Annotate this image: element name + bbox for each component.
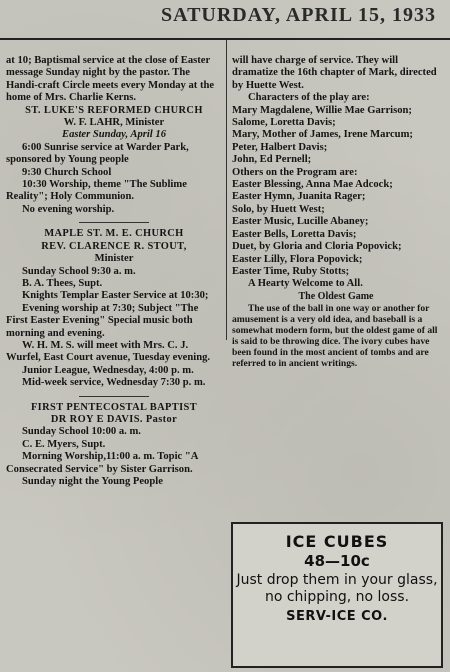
separator-rule xyxy=(79,396,149,397)
cast-line: John, Ed Pernell; xyxy=(232,154,312,166)
cast-line: Solo, by Huett West; xyxy=(232,203,325,215)
maple-st-line: Sunday School 9:30 a. m. xyxy=(22,265,136,277)
cast-line: Easter Hymn, Juanita Rager; xyxy=(232,191,366,203)
cast-title: Characters of the play are: xyxy=(248,92,370,104)
st-lukes-heading: ST. LUKE'S REFORMED CHURCH xyxy=(25,104,203,116)
cast-closing-line: A Hearty Welcome to All. xyxy=(248,278,363,290)
pentecostal-pastor: DR ROY E DAVIS. Pastor xyxy=(50,413,178,425)
maple-st-notice xyxy=(6,228,222,389)
masthead-date: SATURDAY, APRIL 15, 1933 xyxy=(161,4,436,26)
right-lead-paragraph: will have charge of service. They will dramatize the 16th chapter of Mark, directed by Huette West. xyxy=(232,55,437,91)
pentecostal-line: Morning Worship,11:00 a. m. Topic "A Consecrated Service" by Sister Garrison. xyxy=(6,451,198,475)
maple-st-line: B. A. Thees, Supt. xyxy=(22,277,103,289)
oldest-game-body: The use of the ball in one way or another for amusement is a very old idea, and baseball is a somewhat modern form, but the oldest game of all is said to be throwing dice. The ivory cubes have been found in the most ancient of tombs and are referred to in ancient writings. xyxy=(232,303,438,370)
cast-line: Peter, Halbert Davis; xyxy=(232,141,328,153)
oldest-game-title: The Oldest Game xyxy=(298,290,374,302)
masthead xyxy=(0,0,450,40)
maple-st-pastor: REV. CLARENCE R. STOUT, xyxy=(41,240,187,252)
cast-line: Easter Bells, Loretta Davis; xyxy=(232,228,357,240)
cast-line: Others on the Program are: xyxy=(232,166,358,178)
left-lead-paragraph: at 10; Baptismal service at the close of Easter message Sunday night by the pastor. The Handi-craft Circle meets every Monday at the home of Mrs. Charlie Kerns. xyxy=(6,55,215,104)
cast-line: Salome, Loretta Davis; xyxy=(232,117,336,129)
st-lukes-line: 9:30 Church School xyxy=(22,166,112,178)
cast-line: Easter Music, Lucille Abaney; xyxy=(232,216,369,228)
separator-rule xyxy=(79,222,149,223)
st-lukes-notice xyxy=(6,105,222,217)
ad-price: 48—10c xyxy=(304,552,370,570)
st-lukes-line: 6:00 Sunrise service at Warder Park, sponsored by Young people xyxy=(6,141,189,166)
cast-line: Easter Time, Ruby Stotts; xyxy=(232,265,350,277)
st-lukes-line: 10:30 Worship, theme "The Sublime Reality"; Holy Communion. xyxy=(6,179,187,203)
column-divider xyxy=(226,40,227,340)
maple-st-line: Mid-week service, Wednesday 7:30 p. m. xyxy=(22,377,206,389)
st-lukes-date: Easter Sunday, April 16 xyxy=(62,129,166,141)
ad-text: Just drop them in your glass, no chipping, no loss. xyxy=(236,572,438,605)
cast-line: Duet, by Gloria and Cloria Popovick; xyxy=(232,241,402,253)
right-column xyxy=(232,55,440,369)
pentecostal-heading: FIRST PENTECOSTAL BAPTIST xyxy=(30,401,198,413)
ad-headline: ICE CUBES xyxy=(285,532,389,551)
cast-line: Easter Blessing, Anna Mae Adcock; xyxy=(232,179,393,191)
ice-cubes-advertisement xyxy=(231,522,443,668)
pentecostal-line: C. E. Myers, Supt. xyxy=(22,438,106,450)
maple-st-line: Junior League, Wednesday, 4:00 p. m. xyxy=(22,364,194,376)
maple-st-role: Minister xyxy=(94,253,134,265)
pentecostal-notice xyxy=(6,402,222,489)
ad-company: SERV-ICE CO. xyxy=(286,609,388,624)
st-lukes-minister: W. F. LAHR, Minister xyxy=(63,117,165,129)
cast-line: Easter Lilly, Flora Popovick; xyxy=(232,253,363,265)
maple-st-line: W. H. M. S. will meet with Mrs. C. J. Wurfel, East Court avenue, Tuesday evening. xyxy=(6,339,211,364)
pentecostal-line: Sunday School 10:00 a. m. xyxy=(22,426,141,438)
maple-st-line: Knights Templar Easter Service at 10:30; xyxy=(22,290,209,302)
maple-st-heading: MAPLE ST. M. E. CHURCH xyxy=(44,228,184,240)
st-lukes-line: No evening worship. xyxy=(22,203,115,215)
maple-st-line: Evening worship at 7:30; Subject "The First Easter Evening" Special music both morning and evening. xyxy=(6,302,199,339)
left-column xyxy=(6,55,222,488)
cast-line: Mary Magdalene, Willie Mae Garrison; xyxy=(232,104,412,116)
pentecostal-line: Sunday night the Young People xyxy=(22,476,163,487)
cast-line: Mary, Mother of James, Irene Marcum; xyxy=(232,129,413,141)
